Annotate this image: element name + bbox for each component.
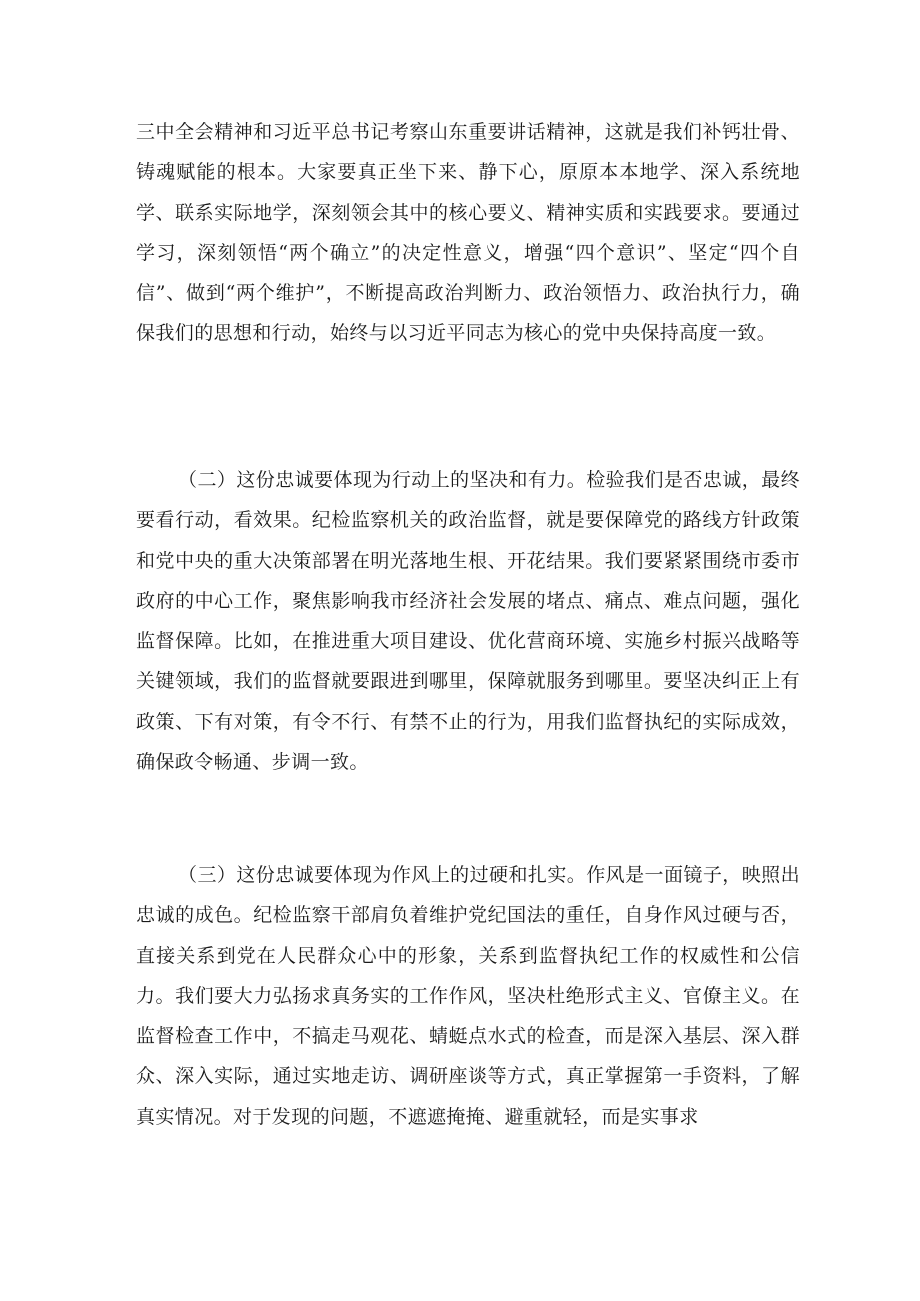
paragraph-section-two: （二）这份忠诚要体现为行动上的坚决和有力。检验我们是否忠诚，最终要看行动，看效果。纪检监察机关的政治监督，就是要保障党的路线方针政策和党中央的重大决策部署在明光落地生根、开花结果。我们要紧紧围绕市委市政府的中心工作，聚焦影响我市经济社会发展的堵点、痛点、难点问题，强化监督保障。比如，在推进重大项目建设、优化营商环境、实施乡村振兴战略等关键领域，我们的监督就要跟进到哪里，保障就服务到哪里。要坚决纠正上有政策、下有对策，有令不行、有禁不止的行为，用我们监督执纪的实际成效，确保政令畅通、步调一致。 <box>136 469 800 774</box>
paragraph-section-three: （三）这份忠诚要体现为作风上的过硬和扎实。作风是一面镜子，映照出忠诚的成色。纪检监察干部肩负着维护党纪国法的重任，自身作风过硬与否，直接关系到党在人民群众心中的形象，关系到监督执纪工作的权威性和公信力。我们要大力弘扬求真务实的工作作风，坚决杜绝形式主义、官僚主义。在监督检查工作中，不搞走马观花、蜻蜓点水式的检查，而是深入基层、深入群众、深入实际，通过实地走访、调研座谈等方式，真正掌握第一手资料，了解真实情况。对于发现的问题，不遮遮掩掩、避重就轻，而是实事求 <box>136 864 800 1128</box>
paragraph-continuation: 三中全会精神和习近平总书记考察山东重要讲话精神，这就是我们补钙壮骨、铸魂赋能的根本。大家要真正坐下来、静下心，原原本本地学、深入系统地学、联系实际地学，深刻领会其中的核心要义、精神实质和实践要求。要通过学习，深刻领悟“两个确立”的决定性意义，增强“四个意识”、坚定“四个自信”、做到“两个维护”，不断提高政治判断力、政治领悟力、政治执行力，确保我们的思想和行动，始终与以习近平同志为核心的党中央保持高度一致。 <box>136 121 800 345</box>
